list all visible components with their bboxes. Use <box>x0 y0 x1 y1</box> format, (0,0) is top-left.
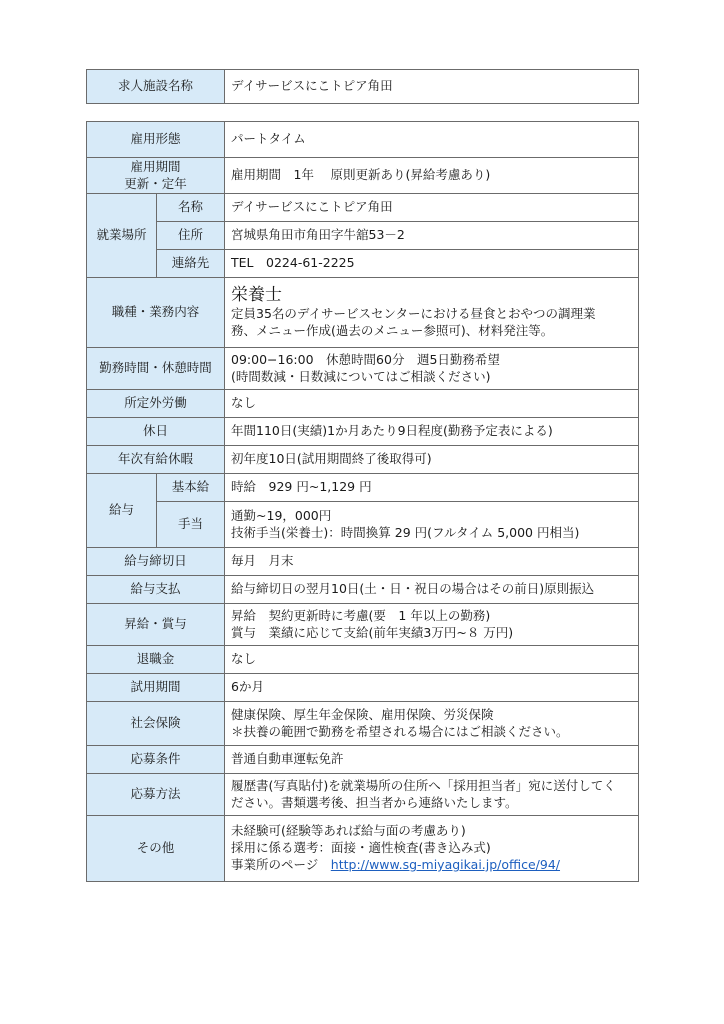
apply-line2: ださい。書類選考後、担当者から連絡いたします。 <box>231 794 518 810</box>
job-label: 職種・業務内容 <box>87 278 225 348</box>
paid-leave-row <box>87 446 639 474</box>
other-value <box>225 816 639 882</box>
insurance-value <box>225 702 639 746</box>
payment-row <box>87 576 639 604</box>
salary-allowance-label: 手当 <box>157 502 225 548</box>
job-details-table <box>86 121 639 882</box>
workplace-address-label: 住所 <box>157 222 225 250</box>
hours-line2: (時間数減・日数減についてはご相談ください) <box>231 368 491 384</box>
requirements-value: 普通自動車運転免許 <box>225 746 639 774</box>
requirements-label: 応募条件 <box>87 746 225 774</box>
insurance-label: 社会保険 <box>87 702 225 746</box>
facility-row <box>87 70 639 104</box>
salary-base-row <box>87 474 639 502</box>
job-desc-line1: 定員35名のデイサービスセンターにおける昼食とおやつの調理業 <box>231 305 596 321</box>
job-desc-line2: 務、メニュー作成(過去のメニュー参照可)、材料発注等。 <box>231 322 554 338</box>
job-value <box>225 278 639 348</box>
raise-line2: 賞与 業績に応じて支給(前年実績3万円~８ 万円) <box>231 624 514 640</box>
allowance-line1: 通勤~19，000円 <box>231 507 332 523</box>
workplace-address-row <box>87 222 639 250</box>
cutoff-label: 給与締切日 <box>87 548 225 576</box>
job-title: 栄養士 <box>231 285 283 306</box>
period-label <box>87 158 225 194</box>
allowance-line2: 技術手当(栄養士)：時間換算 29 円(フルタイム 5,000 円相当) <box>231 524 580 540</box>
other-row <box>87 816 639 882</box>
other-line3 <box>231 857 632 874</box>
overtime-row <box>87 390 639 418</box>
facility-label: 求人施設名称 <box>87 70 225 104</box>
requirements-row <box>87 746 639 774</box>
retirement-row <box>87 646 639 674</box>
raise-value <box>225 604 639 646</box>
trial-label: 試用期間 <box>87 674 225 702</box>
holidays-value: 年間110日(実績)1か月あたり9日程度(勤務予定表による) <box>225 418 639 446</box>
apply-line1: 履歴書(写真貼付)を就業場所の住所へ「採用担当者」宛に送付してく <box>231 777 616 793</box>
hours-row <box>87 348 639 390</box>
workplace-name-label: 名称 <box>157 194 225 222</box>
other-line2: 採用に係る選考：面接・適性検査(書き込み式) <box>231 840 491 856</box>
employment-type-value: パートタイム <box>225 122 639 158</box>
apply-value <box>225 774 639 816</box>
cutoff-row <box>87 548 639 576</box>
paid-leave-value: 初年度10日(試用期間終了後取得可) <box>225 446 639 474</box>
apply-row <box>87 774 639 816</box>
insurance-line2: ＊扶養の範囲で勤務を希望される場合にはご相談ください。 <box>231 723 569 739</box>
facility-value: デイサービスにこトピア角田 <box>225 70 639 104</box>
workplace-contact-label: 連絡先 <box>157 250 225 278</box>
workplace-name-value: デイサービスにこトピア角田 <box>225 194 639 222</box>
retirement-value: なし <box>225 646 639 674</box>
trial-row <box>87 674 639 702</box>
workplace-address-value: 宮城県角田市角田字牛舘53－2 <box>225 222 639 250</box>
payment-label: 給与支払 <box>87 576 225 604</box>
retirement-label: 退職金 <box>87 646 225 674</box>
holidays-label: 休日 <box>87 418 225 446</box>
overtime-value: なし <box>225 390 639 418</box>
office-page-label: 事業所のページ <box>231 856 331 872</box>
insurance-line1: 健康保険、厚生年金保険、雇用保険、労災保険 <box>231 706 494 722</box>
raise-label: 昇給・賞与 <box>87 604 225 646</box>
apply-label: 応募方法 <box>87 774 225 816</box>
workplace-name-row <box>87 194 639 222</box>
paid-leave-label: 年次有給休暇 <box>87 446 225 474</box>
hours-line1: 09:00−16:00 休憩時間60分 週5日勤務希望 <box>231 351 500 367</box>
facility-table <box>86 69 639 104</box>
salary-allowance-value <box>225 502 639 548</box>
workplace-contact-value: TEL 0224-61-2225 <box>225 250 639 278</box>
workplace-label: 就業場所 <box>87 194 157 278</box>
holidays-row <box>87 418 639 446</box>
salary-label: 給与 <box>87 474 157 548</box>
job-row <box>87 278 639 348</box>
period-row <box>87 158 639 194</box>
trial-value: 6か月 <box>225 674 639 702</box>
other-line1: 未経験可(経験等あれば給与面の考慮あり) <box>231 823 466 839</box>
payment-value: 給与締切日の翌月10日(土・日・祝日の場合はその前日)原則振込 <box>225 576 639 604</box>
cutoff-value: 毎月 月末 <box>225 548 639 576</box>
employment-type-row <box>87 122 639 158</box>
period-label-line2: 更新・定年 <box>124 175 187 191</box>
hours-label: 勤務時間・休憩時間 <box>87 348 225 390</box>
salary-base-label: 基本給 <box>157 474 225 502</box>
other-label: その他 <box>87 816 225 882</box>
workplace-contact-row <box>87 250 639 278</box>
salary-base-value: 時給 929 円~1,129 円 <box>225 474 639 502</box>
period-value: 雇用期間 1年 原則更新あり(昇給考慮あり) <box>225 158 639 194</box>
office-page-link[interactable]: http://www.sg-miyagikai.jp/office/94/ <box>330 856 561 872</box>
overtime-label: 所定外労働 <box>87 390 225 418</box>
employment-type-label: 雇用形態 <box>87 122 225 158</box>
period-label-line1: 雇用期間 <box>130 158 181 174</box>
hours-value <box>225 348 639 390</box>
raise-line1: 昇給 契約更新時に考慮(要 1 年以上の勤務) <box>231 607 491 623</box>
raise-row <box>87 604 639 646</box>
salary-allowance-row <box>87 502 639 548</box>
insurance-row <box>87 702 639 746</box>
